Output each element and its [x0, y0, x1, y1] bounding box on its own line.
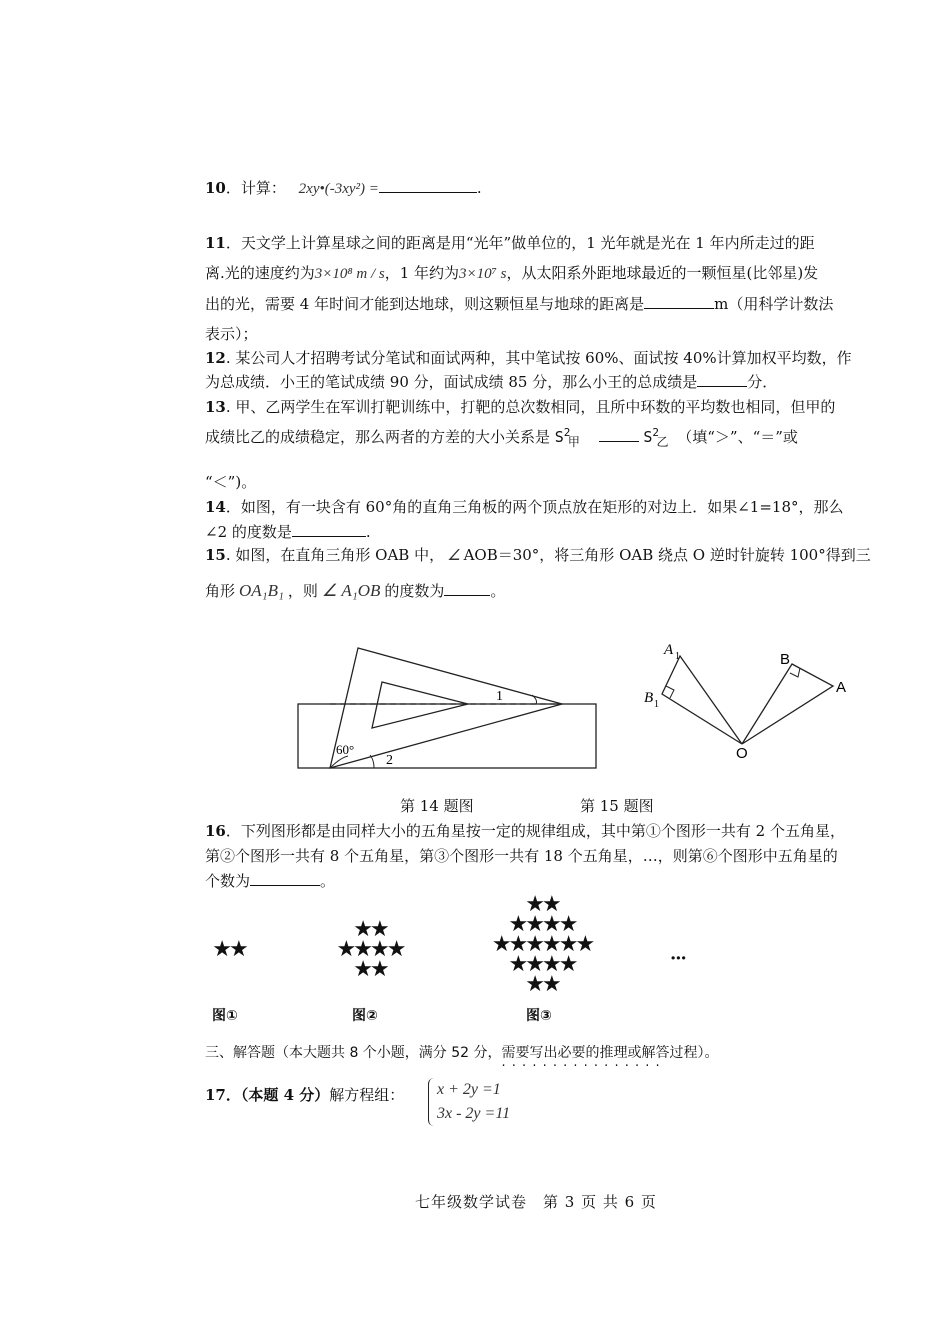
- question-13-line3: [205, 471, 256, 493]
- question-text: m（用科学计数法: [714, 295, 834, 313]
- answer-blank: [444, 581, 490, 596]
- star-figure-3: [482, 892, 602, 997]
- question-text: ∠2 的度数是: [205, 523, 292, 541]
- answer-blank: [599, 429, 639, 442]
- question-text: . 如图，在直角三角形 OAB 中，: [225, 546, 445, 564]
- question-text: ．下列图形都是由同样大小的五角星按一定的规律组成，其中第①个图形一共有 2 个五角星，: [225, 822, 845, 840]
- question-text: ，1 年约为: [384, 264, 460, 282]
- speed-value: 3×10⁸ m / s: [314, 266, 385, 282]
- question-text: ，从太阳系外距地球最近的一颗恒星(比邻星)发: [506, 264, 819, 282]
- label-b: B: [780, 651, 791, 668]
- question-text: AOB＝30°，将三角形 OAB 绕点 O 逆时针旋转 100°得到三: [463, 546, 871, 564]
- star-row: ★★: [353, 957, 387, 982]
- right-angle-b: [790, 668, 800, 677]
- question-text: ．计算：: [225, 179, 286, 197]
- question-text: 为总成绩．小王的笔试成绩 90 分，面试成绩 85 分，那么小王的总成绩是: [205, 373, 698, 391]
- question-12-line1: [205, 347, 852, 369]
- answer-blank: [292, 522, 366, 537]
- star-label-1: 图①: [212, 1008, 238, 1024]
- question-number: 14: [205, 498, 226, 516]
- question-number: 16: [205, 822, 226, 840]
- star-row: ★★: [525, 972, 559, 997]
- answer-blank: [697, 372, 747, 387]
- star-row: ★★: [353, 917, 387, 942]
- punct: 。: [320, 872, 336, 890]
- question-13-line2: [205, 426, 798, 453]
- answer-blank: [379, 178, 477, 193]
- question-text: 解方程组：: [329, 1086, 405, 1104]
- heading-emphasis: 需要写出必要的推理或解答过程 · · ·: [502, 1042, 698, 1064]
- star-label-2: 图②: [352, 1008, 378, 1024]
- label-1: 1: [496, 689, 503, 704]
- label-60: 60°: [336, 742, 355, 757]
- label-2: 2: [386, 753, 393, 768]
- punct: 。: [490, 582, 506, 600]
- equation-system: [428, 1078, 510, 1126]
- label-b1: B: [644, 690, 654, 706]
- question-text: 离.光的速度约为: [205, 264, 315, 282]
- question-11-line1: [205, 232, 815, 254]
- question-17: [205, 1084, 404, 1106]
- question-15-line2: [205, 580, 505, 602]
- answer-blank: [644, 294, 714, 309]
- angle-symbol: ∠: [447, 548, 461, 564]
- star-row: ★★: [212, 937, 246, 962]
- star-figure-2: [328, 917, 412, 982]
- question-12-line2: [205, 371, 777, 393]
- label-a: A: [836, 679, 847, 696]
- question-14-line1: [205, 496, 844, 518]
- caption-15: 第 15 题图: [580, 797, 654, 815]
- math-expression: 2xy•(-3xy²) =: [298, 181, 379, 197]
- question-number: 12: [205, 349, 226, 367]
- question-11-line4: [205, 323, 258, 345]
- label-b1-sub: 1: [654, 699, 659, 710]
- triangle-oa1b1: [662, 656, 742, 744]
- page-footer: 七年级数学试卷 第 3 页 共 6 页: [415, 1193, 657, 1211]
- angle-label: ∠ A₁OB: [321, 581, 381, 600]
- question-number: 11: [205, 234, 226, 252]
- section-3-heading: [205, 1042, 719, 1064]
- question-text: ．如图，有一块含有 60°角的直角三角板的两个顶点放在矩形的对边上．如果∠1=18°，那么: [225, 498, 844, 516]
- equation-1: x + 2y =1: [437, 1081, 501, 1098]
- question-number: 10: [205, 179, 226, 197]
- answer-blank: [250, 871, 320, 886]
- question-text: 成绩比乙的成绩稳定，那么两者的方差的大小关系是: [205, 428, 551, 446]
- right-angle-b1: [666, 686, 674, 698]
- triangle-oab: [742, 664, 833, 744]
- label-a1-sub: 1: [675, 651, 680, 662]
- question-score: ．（本题 4 分）: [225, 1086, 330, 1104]
- punct: .: [476, 179, 482, 197]
- question-text: 表示）；: [205, 325, 258, 343]
- question-number: 17: [205, 1086, 226, 1104]
- question-text: ，则: [287, 582, 318, 600]
- label-o: O: [736, 745, 748, 762]
- star-label-3: 图③: [526, 1008, 552, 1024]
- question-number: 15: [205, 546, 226, 564]
- question-15-line1: [205, 544, 871, 567]
- question-text: . 某公司人才招聘考试分笔试和面试两种，其中笔试按 60%、面试按 40%计算加权平均数，作: [225, 349, 852, 367]
- heading-text: 三、解答题（本大题共 8 个小题，满分 52 分，: [205, 1045, 502, 1061]
- question-text: 出的光，需要 4 年时间才能到达地球，则这颗恒星与地球的距离是: [205, 295, 645, 313]
- question-13-line1: [205, 396, 835, 418]
- figure-15: [640, 636, 860, 766]
- caption-14: 第 14 题图: [400, 797, 474, 815]
- variance-jia: S 2 $_甲$: [554, 426, 580, 449]
- star-row: ★★★★: [508, 952, 576, 977]
- variance-yi: S 2 $_乙$: [643, 426, 669, 449]
- question-10: [205, 177, 482, 200]
- question-text: 第②个图形一共有 8 个五角星，第③个图形一共有 18 个五角星，…，则第⑥个图形中五角星的: [205, 847, 838, 865]
- star-row: ★★★★: [336, 937, 404, 962]
- question-number: 13: [205, 398, 226, 416]
- star-row: ★★★★★★: [491, 932, 593, 957]
- star-figure-1: [204, 937, 254, 962]
- ellipsis: ···: [670, 948, 686, 969]
- set-square-inner: [372, 682, 468, 728]
- punct: .: [365, 523, 371, 541]
- set-square-outer: [330, 648, 562, 768]
- question-11-line2: [205, 262, 818, 285]
- question-11-line3: [205, 293, 833, 315]
- question-text: （填“＞”、“＝”或: [677, 428, 798, 446]
- question-text: . 甲、乙两学生在军训打靶训练中，打靶的总次数相同，且所中环数的平均数也相同，但甲的: [225, 398, 836, 416]
- question-text: ．天文学上计算星球之间的距离是用“光年”做单位的，1 光年就是光在 1 年内所走过的距: [225, 234, 815, 252]
- equation-2: 3x - 2y =11: [437, 1105, 511, 1122]
- triangle-label: OA₁B₁: [239, 581, 284, 600]
- question-text: 个数为: [205, 872, 251, 890]
- star-row: ★★: [525, 892, 559, 917]
- question-text: 角形: [205, 582, 236, 600]
- question-text: “＜”)。: [205, 473, 257, 491]
- question-text: 的度数为: [384, 582, 445, 600]
- question-16-line2: [205, 845, 838, 867]
- question-text: 分．: [747, 373, 778, 391]
- figure-14: [290, 640, 610, 780]
- year-value: 3×10⁷ s: [459, 266, 507, 282]
- question-16-line3: [205, 870, 335, 892]
- star-row: ★★★★: [508, 912, 576, 937]
- question-14-line2: [205, 521, 371, 543]
- heading-text: ）。: [697, 1045, 719, 1061]
- question-16-line1: [205, 820, 845, 842]
- label-a1: A: [664, 642, 674, 658]
